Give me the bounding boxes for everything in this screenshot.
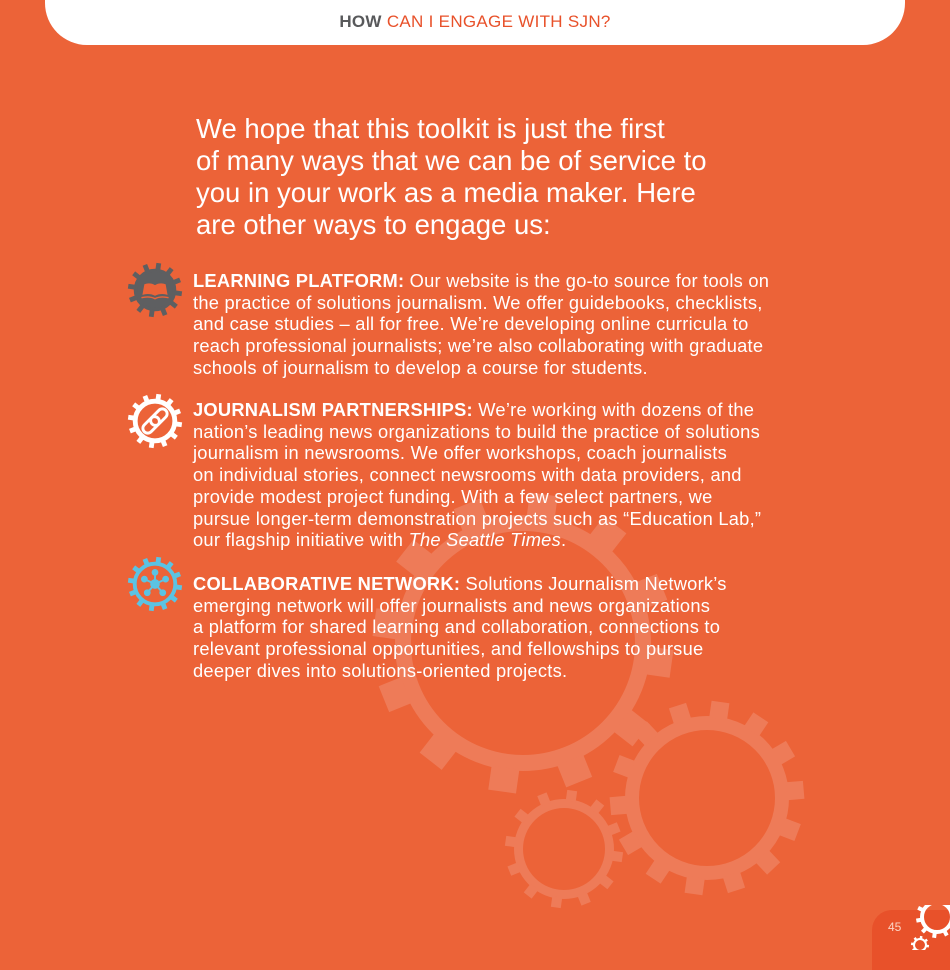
- book-gear-icon: [126, 261, 184, 319]
- medium-gear: [610, 701, 805, 896]
- page-header: [45, 0, 905, 45]
- network-gear-icon: [126, 555, 184, 613]
- corner-gear-large: [916, 905, 950, 938]
- gear-outline: [128, 394, 182, 448]
- header-title: HOW CAN I ENGAGE WITH SJN?: [45, 12, 905, 32]
- page-number: 45: [888, 920, 901, 934]
- journalism-partnerships-item: JOURNALISM PARTNERSHIPS: We’re working with dozens of the nation’s leading news organizations to build the practice of solutions journalism in newsrooms. We offer workshops, coach journalists on individual stories, connect newsrooms with data providers, and provide modest project funding. With a few select partners, we pursue longer-term demonstration projects such as “Education Lab,” our flagship initiative with The Seattle Times.: [193, 399, 761, 551]
- intro-paragraph: We hope that this toolkit is just the first of many ways that we can be of service to you in your work as a media maker. Here are other ways to engage us:: [196, 113, 707, 241]
- learning-platform-item: LEARNING PLATFORM: Our website is the go-to source for tools on the practice of solutions journalism. We offer guidebooks, checklists, and case studies – all for free. We’re developing online curricula to reach professional journalists; we’re also collaborating with graduate schools of journalism to develop a course for students.: [193, 270, 769, 379]
- collaborative-network-item: COLLABORATIVE NETWORK: Solutions Journalism Network’s emerging network will offer journalists and news organizations a platform for shared learning and collaboration, connections to relevant professional opportunities, and fellowships to pursue deeper dives into solutions-oriented projects.: [193, 573, 727, 682]
- link-gear-icon: [126, 392, 184, 450]
- corner-gear-icon: [905, 905, 950, 950]
- small-gear: [505, 790, 623, 908]
- corner-gear-small: [911, 936, 929, 950]
